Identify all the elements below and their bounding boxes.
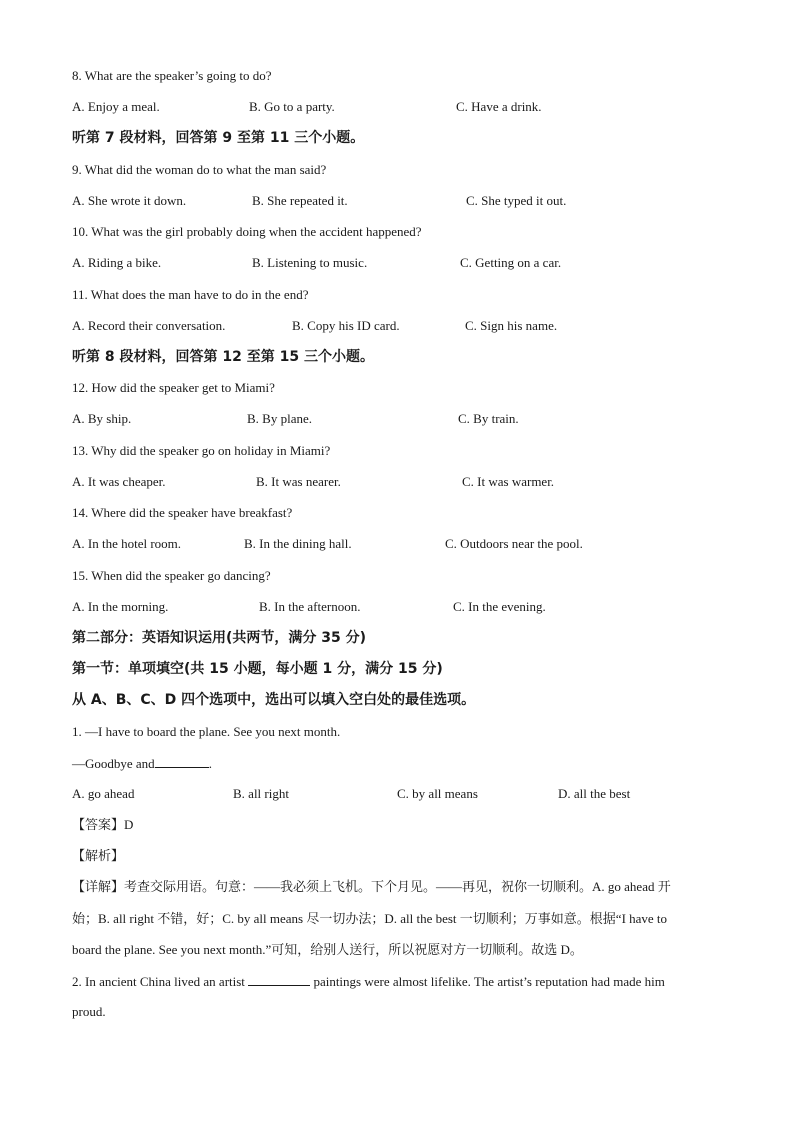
option-c: C. By train. [458,411,519,426]
question-11-options [72,316,722,336]
mc-question-1-reply [72,753,212,773]
question-2-part-1: 2. In ancient China lived an artist [72,974,245,989]
option-b: B. Copy his ID card. [292,318,400,333]
question-12: 12. How did the speaker get to Miami? [72,380,275,395]
question-8-options [72,97,722,117]
option-a: A. Enjoy a meal. [72,99,160,114]
option-b: B. Listening to music. [252,255,368,270]
question-12-options [72,409,722,429]
question-10: 10. What was the girl probably doing when the accident happened? [72,224,422,239]
question-8: 8. What are the speaker’s going to do? [72,68,272,83]
question-13: 13. Why did the speaker go on holiday in Miami? [72,443,331,458]
section-8-heading: 听第 8 段材料，回答第 12 至第 15 三个小题。 [72,349,374,365]
question-14-options [72,534,722,554]
answer-value: D [124,817,134,832]
question-2-part-2: paintings were almost lifelike. The artist’s reputation had made him [313,974,665,989]
option-b: B. It was nearer. [256,474,341,489]
question-13-options [72,472,722,492]
option-a: A. By ship. [72,411,132,426]
analysis-line [72,846,124,866]
option-b: B. By plane. [247,411,312,426]
option-b: B. all right [233,786,289,801]
reply-text: —Goodbye and [72,756,155,771]
option-c: C. In the evening. [453,599,546,614]
option-c: C. Getting on a car. [460,255,562,270]
option-a: A. Record their conversation. [72,318,226,333]
question-15: 15. When did the speaker go dancing? [72,568,271,583]
section-7-heading: 听第 7 段材料，回答第 9 至第 11 三个小题。 [72,130,365,146]
option-c: C. Sign his name. [465,318,558,333]
detail-label: 【详解】 [72,880,125,895]
option-c: C. by all means [397,786,478,801]
mc-question-1-options [72,784,722,804]
option-a: A. Riding a bike. [72,255,162,270]
analysis-label: 【解析】 [72,849,125,864]
mc-question-2 [72,971,665,991]
option-c: C. It was warmer. [462,474,555,489]
option-b: B. Go to a party. [249,99,335,114]
option-c: C. Outdoors near the pool. [445,536,583,551]
question-11: 11. What does the man have to do in the end? [72,287,309,302]
answer-blank [155,753,209,768]
option-a: A. In the hotel room. [72,536,182,551]
answer-blank [248,971,310,986]
part-2-title: 第二部分：英语知识运用(共两节，满分 35 分) [72,630,367,646]
option-a: A. In the morning. [72,599,169,614]
option-b: B. In the afternoon. [259,599,361,614]
option-b: B. In the dining hall. [244,536,352,551]
question-9-options [72,191,722,211]
reply-end: . [208,756,212,771]
mc-question-1: 1. —I have to board the plane. See you next month. [72,724,341,739]
option-a: A. It was cheaper. [72,474,166,489]
part-2-instruction: 从 A、B、C、D 四个选项中，选出可以填入空白处的最佳选项。 [72,692,476,708]
option-c: C. Have a drink. [456,99,542,114]
option-a: A. She wrote it down. [72,193,187,208]
detail-line-2: 始；B. all right 不错，好；C. by all means 尽一切办法；D. all the best 一切顺利；万事如意。根据“I have to [72,911,668,926]
option-d: D. all the best [558,786,631,801]
mc-question-2-line-2: proud. [72,1004,106,1019]
answer-label: 【答案】 [72,818,125,833]
answer-line [72,815,133,835]
detail-text-1: 考查交际用语。句意：——我必须上飞机。下个月见。——再见，祝你一切顺利。A. go ahead 开 [124,879,671,894]
question-9: 9. What did the woman do to what the man said? [72,162,327,177]
detail-line-1 [72,877,671,897]
option-c: C. She typed it out. [466,193,567,208]
option-b: B. She repeated it. [252,193,348,208]
option-a: A. go ahead [72,786,135,801]
detail-line-3: board the plane. See you next month.”可知，给别人送行，所以祝愿对方一切顺利。故选 D。 [72,942,583,957]
question-10-options [72,253,722,273]
question-14: 14. Where did the speaker have breakfast? [72,505,293,520]
question-15-options [72,597,722,617]
part-2-section-1-title: 第一节：单项填空(共 15 小题，每小题 1 分，满分 15 分) [72,661,443,677]
